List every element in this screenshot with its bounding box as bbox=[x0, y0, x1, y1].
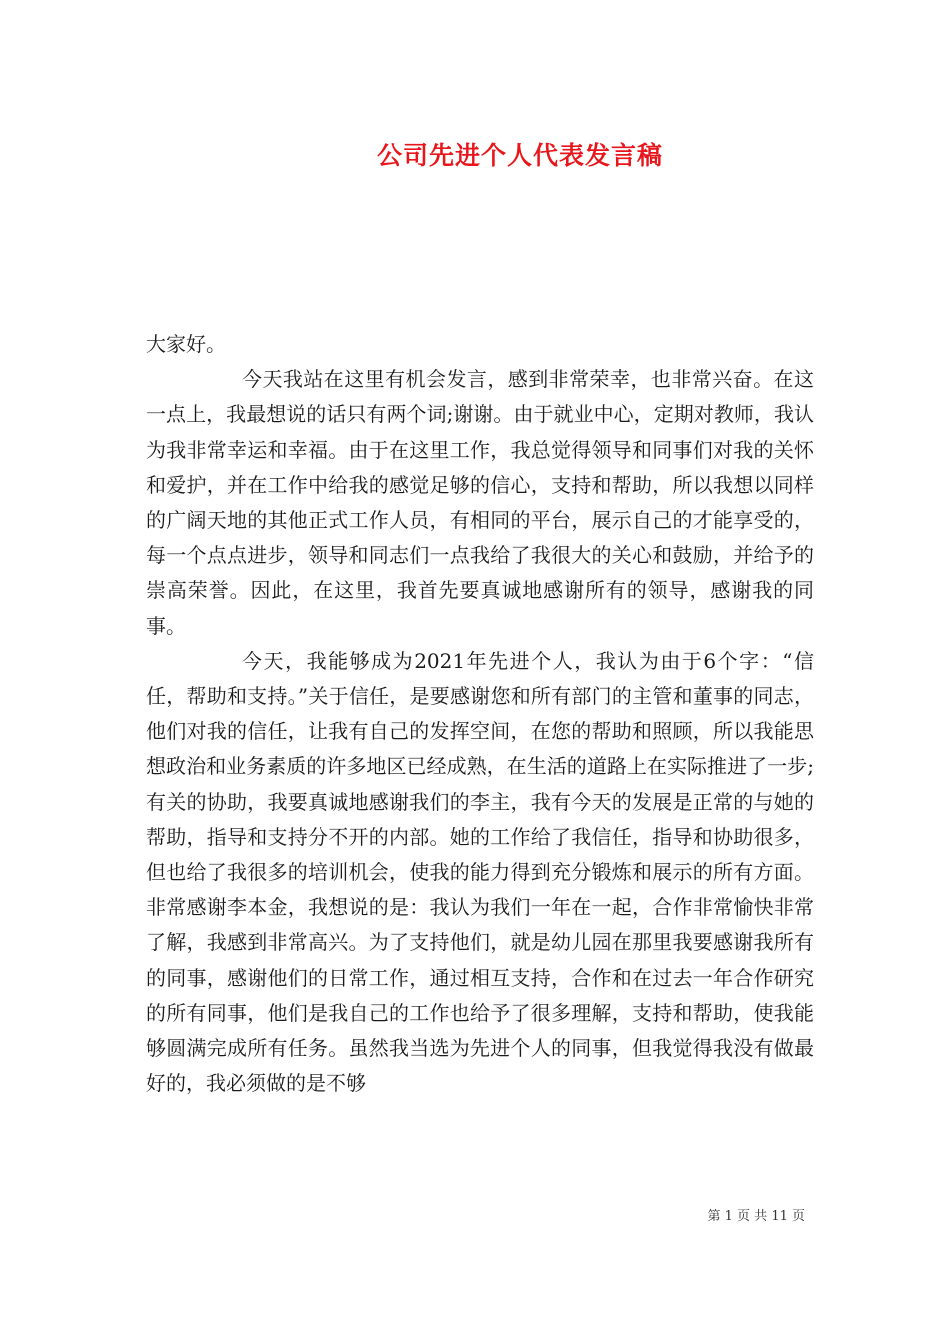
document-title: 公司先进个人代表发言稿 bbox=[376, 141, 663, 170]
page-number-footer: 第 1 页 共 11 页 bbox=[707, 1209, 805, 1224]
document-body bbox=[146, 327, 814, 1101]
paragraph-1: 今天我站在这里有机会发言，感到非常荣幸，也非常兴奋。在这一点上，我最想说的话只有两个词;谢谢。由于就业中心，定期对教师，我认为我非常幸运和幸福。由于在这里工作，我总觉得领导和同事们对我的关怀和爱护，并在工作中给我的感觉足够的信心，支持和帮助，所以我想以同样的广阔天地的其他正式工作人员，有相同的平台，展示自己的才能享受的，每一个点点进步，领导和同志们一点我给了我很大的关心和鼓励，并给予的崇高荣誉。因此，在这里，我首先要真诚地感谢所有的领导，感谢我的同事。 bbox=[146, 367, 814, 638]
paragraph-2: 今天，我能够成为2021年先进个人，我认为由于6个字：“信任，帮助和支持。”关于信任，是要感谢您和所有部门的主管和董事的同志，他们对我的信任，让我有自己的发挥空间，在您的帮助和照顾，所以我能思想政治和业务素质的许多地区已经成熟，在生活的道路上在实际推进了一步;有关的协助，我要真诚地感谢我们的李主，我有今天的发展是正常的与她的帮助，指导和支持分不开的内部。她的工作给了我信任，指导和协助很多，但也给了我很多的培训机会，使我的能力得到充分锻炼和展示的所有方面。非常感谢李本金，我想说的是：我认为我们一年在一起，合作非常愉快非常了解，我感到非常高兴。为了支持他们，就是幼儿园在那里我要感谢我所有的同事，感谢他们的日常工作，通过相互支持，合作和在过去一年合作研究的所有同事，他们是我自己的工作也给予了很多理解，支持和帮助，使我能够圆满完成所有任务。虽然我当选为先进个人的同事，但我觉得我没有做最好的，我必须做的是不够 bbox=[146, 648, 814, 1096]
greeting-line: 大家好。 bbox=[146, 332, 226, 356]
